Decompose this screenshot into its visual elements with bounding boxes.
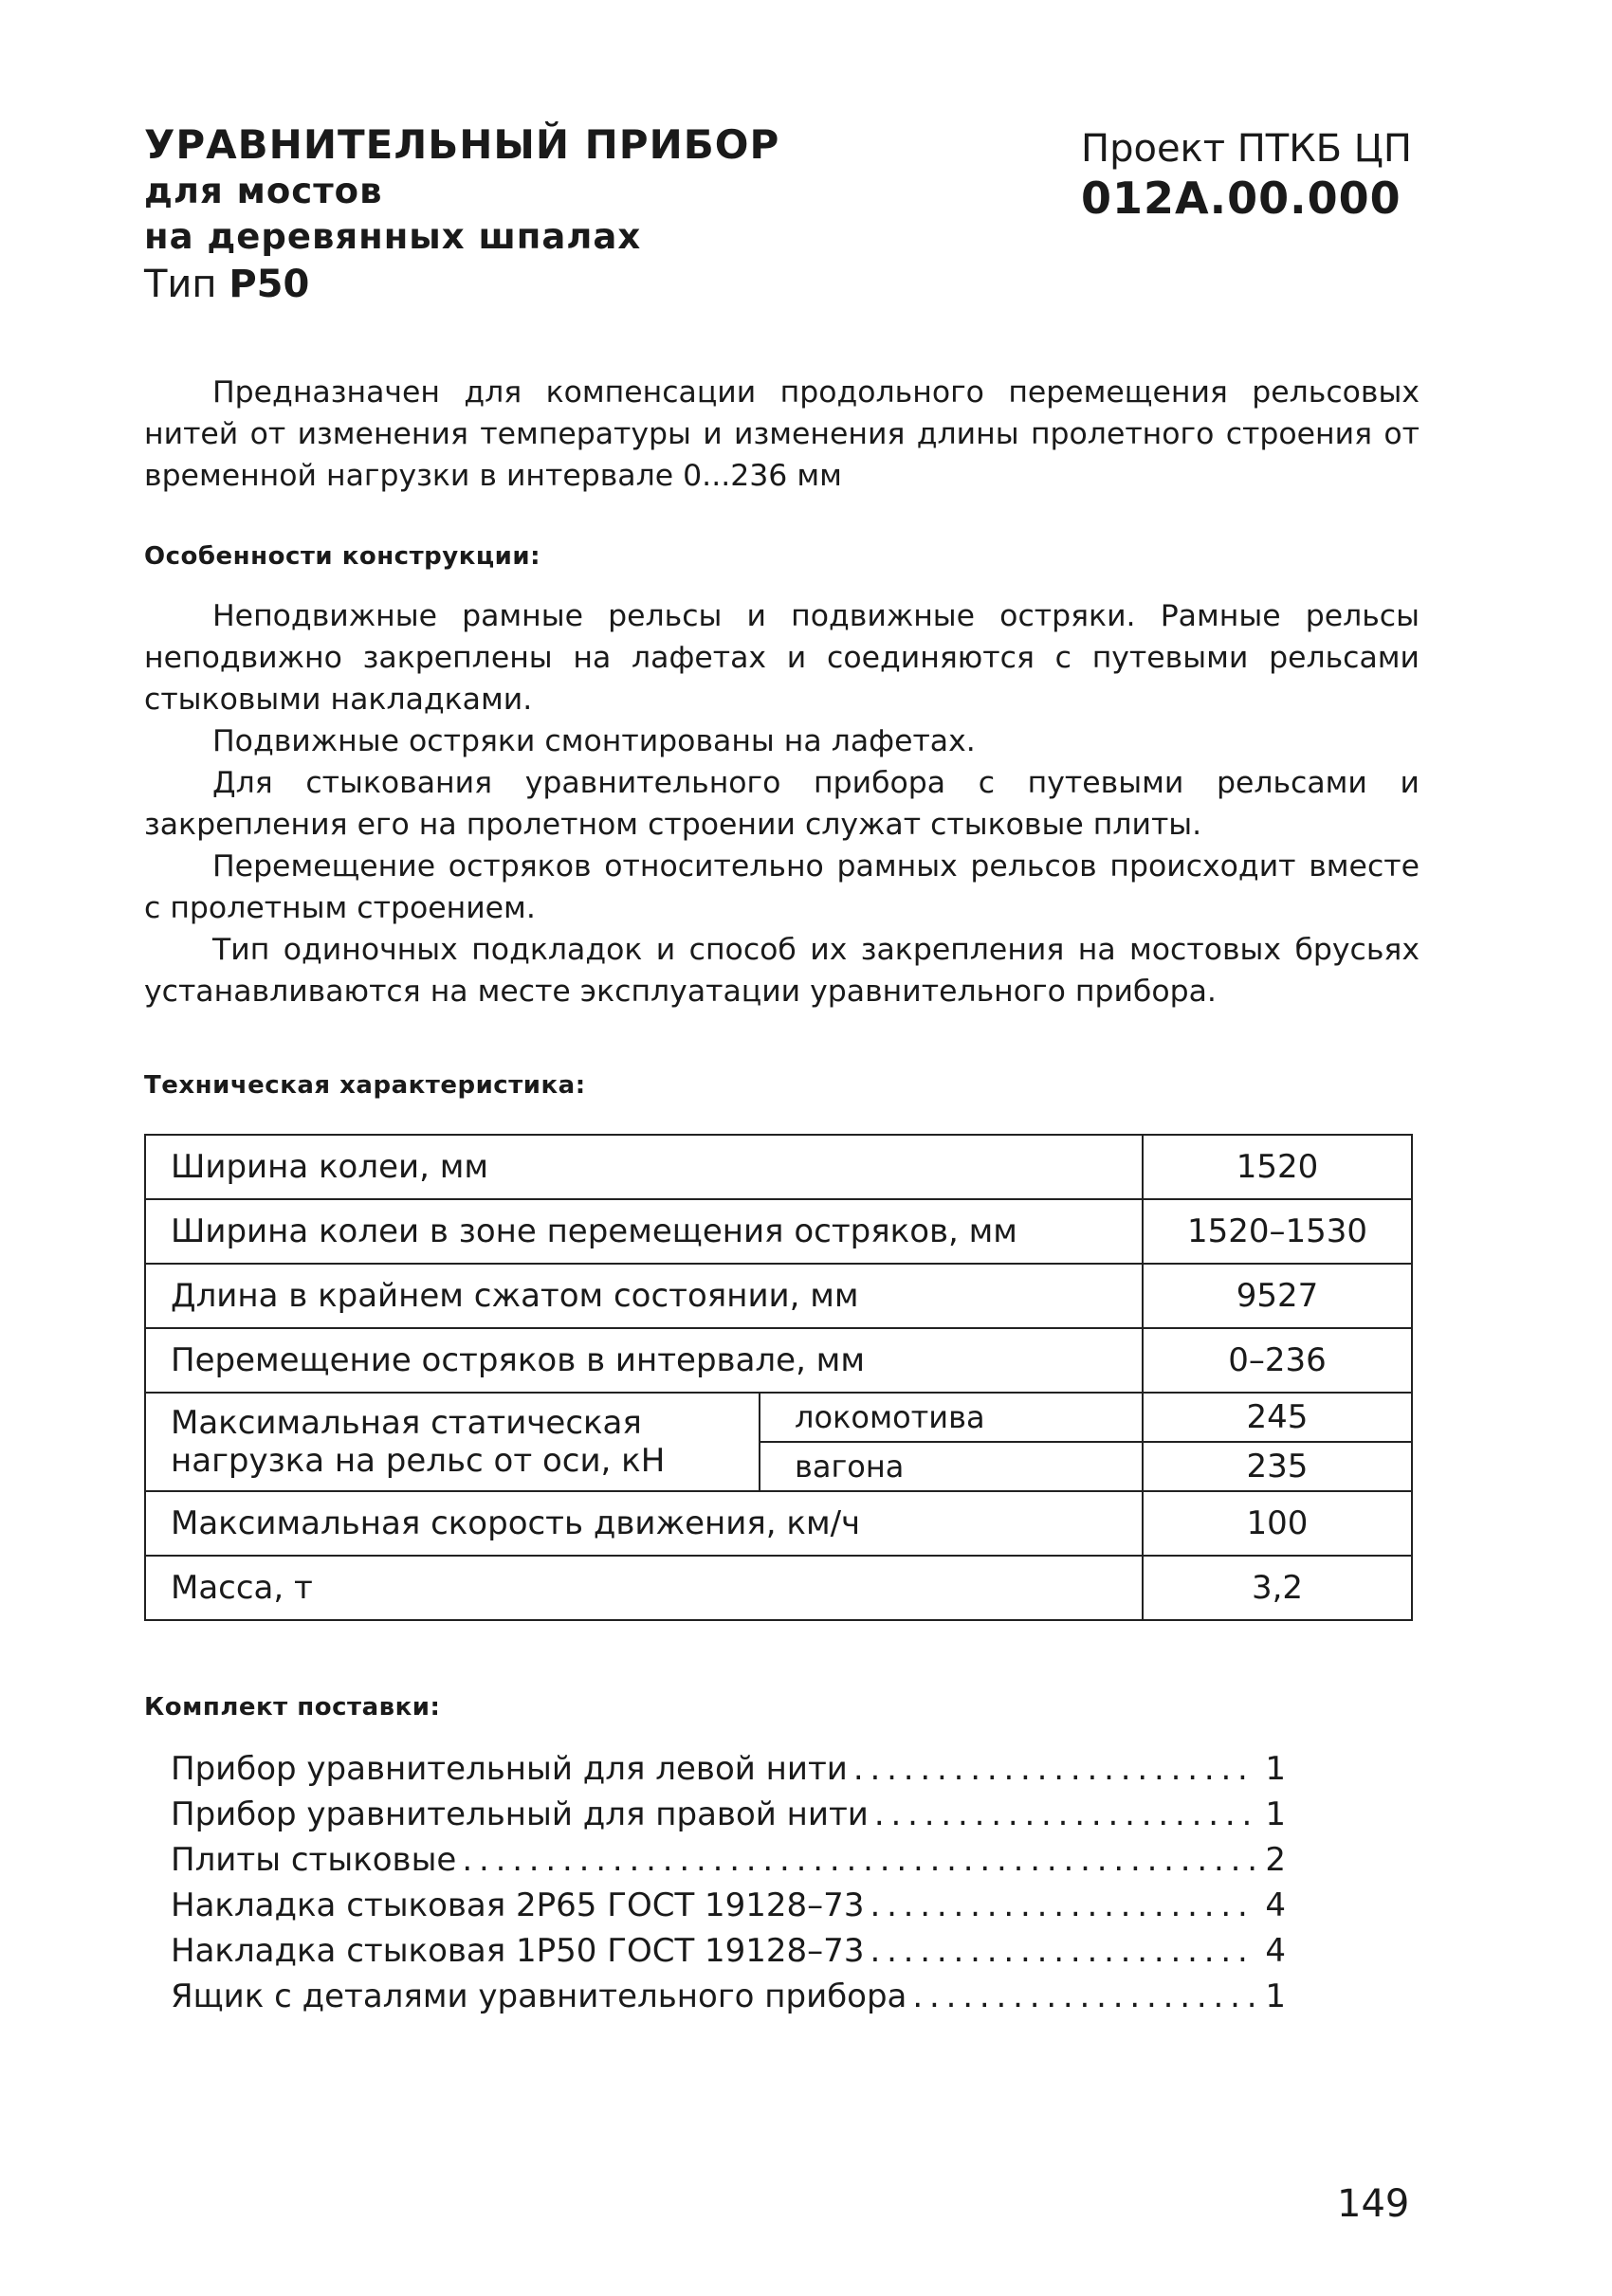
load-label-line-1: Максимальная статическая bbox=[171, 1404, 642, 1442]
features-paragraph: Подвижные остряки смонтированы на лафетах. bbox=[212, 724, 976, 758]
kit-item-name: Прибор уравнительный для левой нити bbox=[171, 1750, 848, 1788]
kit-item-name: Прибор уравнительный для правой нити bbox=[171, 1795, 869, 1833]
intro-paragraph bbox=[144, 372, 1420, 497]
dot-leader bbox=[912, 1974, 1257, 2019]
dot-leader bbox=[870, 1883, 1257, 1928]
spec-label: Ширина колеи в зоне перемещения остряков, мм bbox=[145, 1199, 1143, 1264]
wagon-label: вагона bbox=[760, 1442, 1143, 1491]
page-number: 149 bbox=[1337, 2182, 1410, 2226]
features-paragraph: Неподвижные рамные рельсы и подвижные остряки. Рамные рельсы неподвижно закреплены на лафетах и соединяются с путевыми рельсами стыковыми накладками. bbox=[144, 599, 1420, 717]
wagon-value: 235 bbox=[1143, 1442, 1412, 1491]
dot-leader bbox=[870, 1928, 1257, 1974]
spec-value: 0–236 bbox=[1143, 1328, 1412, 1393]
loco-value: 245 bbox=[1143, 1393, 1412, 1442]
loco-label: локомотива bbox=[760, 1393, 1143, 1442]
spec-value: 1520 bbox=[1143, 1135, 1412, 1199]
type-line bbox=[144, 260, 779, 309]
features-paragraph: Для стыкования уравнительного прибора с путевыми рельсами и закрепления его на пролетном строении служат стыковые плиты. bbox=[144, 766, 1420, 842]
features-paragraph: Тип одиночных подкладок и способ их закрепления на мостовых брусьях устанавливаются на месте эксплуатации уравнительного прибора. bbox=[144, 933, 1420, 1009]
kit-item-name: Накладка стыковая 1Р50 ГОСТ 19128–73 bbox=[171, 1932, 865, 1970]
tech-heading: Техническая характеристика: bbox=[144, 1071, 586, 1100]
spec-label: Ширина колеи, мм bbox=[145, 1135, 1143, 1199]
kit-item-qty: 2 bbox=[1265, 1841, 1286, 1879]
title-line-2: для мостов bbox=[144, 171, 383, 211]
list-item bbox=[171, 1974, 1286, 2019]
spec-label: Максимальная скорость движения, км/ч bbox=[145, 1491, 1143, 1556]
type-value: Р50 bbox=[229, 263, 310, 306]
features-paragraph: Перемещение остряков относительно рамных рельсов происходит вместе с пролетным строением. bbox=[144, 849, 1420, 925]
dot-leader bbox=[874, 1792, 1257, 1837]
list-item bbox=[171, 1928, 1286, 1974]
project-label: Проект ПТКБ ЦП bbox=[1081, 127, 1412, 171]
kit-item-qty: 4 bbox=[1265, 1886, 1286, 1924]
table-row bbox=[145, 1328, 1412, 1393]
load-label bbox=[145, 1393, 760, 1491]
dot-leader bbox=[853, 1746, 1257, 1792]
spec-label: Длина в крайнем сжатом состоянии, мм bbox=[145, 1264, 1143, 1328]
features-heading: Особенности конструкции: bbox=[144, 542, 540, 571]
table-row bbox=[145, 1556, 1412, 1620]
spec-label: Масса, т bbox=[145, 1556, 1143, 1620]
kit-list bbox=[171, 1746, 1286, 2019]
title-block bbox=[144, 121, 779, 309]
table-row bbox=[145, 1491, 1412, 1556]
kit-item-name: Плиты стыковые bbox=[171, 1841, 457, 1879]
load-label-line-2: нагрузка на рельс от оси, кН bbox=[171, 1442, 666, 1480]
project-code: 012А.00.000 bbox=[1081, 173, 1401, 224]
kit-item-qty: 1 bbox=[1265, 1750, 1286, 1788]
kit-item-name: Ящик с деталями уравнительного прибора bbox=[171, 1977, 907, 2015]
kit-item-qty: 1 bbox=[1265, 1795, 1286, 1833]
list-item bbox=[171, 1746, 1286, 1792]
spec-value: 3,2 bbox=[1143, 1556, 1412, 1620]
list-item bbox=[171, 1792, 1286, 1837]
tech-spec-table bbox=[144, 1134, 1413, 1621]
list-item bbox=[171, 1883, 1286, 1928]
document-title: УРАВНИТЕЛЬНЫЙ ПРИБОР bbox=[144, 121, 780, 168]
kit-item-name: Накладка стыковая 2Р65 ГОСТ 19128–73 bbox=[171, 1886, 865, 1924]
kit-item-qty: 4 bbox=[1265, 1932, 1286, 1970]
dot-leader bbox=[462, 1837, 1257, 1883]
spec-value: 100 bbox=[1143, 1491, 1412, 1556]
kit-heading: Комплект поставки: bbox=[144, 1693, 441, 1722]
intro-text: Предназначен для компенсации продольного перемещения рельсовых нитей от изменения температуры и изменения длины пролетного строения от временной нагрузки в интервале 0...236 мм bbox=[144, 375, 1420, 493]
spec-value: 1520–1530 bbox=[1143, 1199, 1412, 1264]
project-block bbox=[1081, 125, 1412, 224]
table-row bbox=[145, 1199, 1412, 1264]
title-line-3: на деревянных шпалах bbox=[144, 216, 642, 257]
kit-item-qty: 1 bbox=[1265, 1977, 1286, 2015]
features-text bbox=[144, 595, 1420, 1012]
spec-label: Перемещение остряков в интервале, мм bbox=[145, 1328, 1143, 1393]
list-item bbox=[171, 1837, 1286, 1883]
table-row bbox=[145, 1135, 1412, 1199]
table-row bbox=[145, 1264, 1412, 1328]
table-row bbox=[145, 1393, 1412, 1442]
spec-value: 9527 bbox=[1143, 1264, 1412, 1328]
type-label: Тип bbox=[144, 263, 217, 306]
